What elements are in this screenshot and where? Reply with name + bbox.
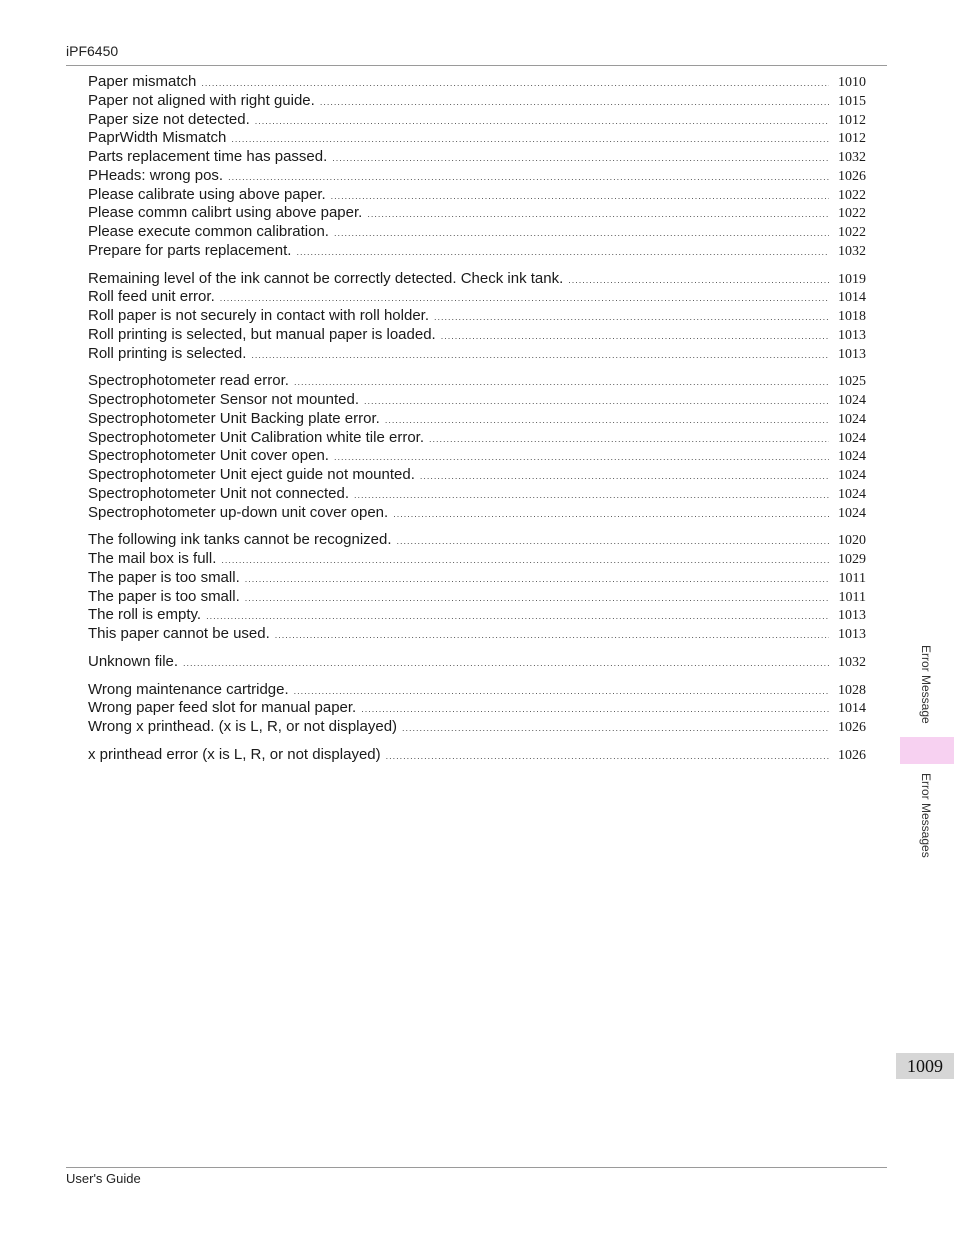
index-entry[interactable] bbox=[88, 531, 866, 550]
index-entry-label[interactable]: Parts replacement time has passed. bbox=[88, 148, 328, 165]
index-entry[interactable] bbox=[88, 718, 866, 737]
index-entry-page-number[interactable]: 1015 bbox=[838, 93, 866, 109]
index-group bbox=[88, 653, 866, 672]
index-entry-label[interactable]: Spectrophotometer Unit Calibration white tile error. bbox=[88, 428, 424, 446]
index-entry[interactable] bbox=[88, 307, 866, 326]
index-entry[interactable] bbox=[88, 186, 866, 205]
dot-leader bbox=[183, 654, 829, 673]
index-entry[interactable] bbox=[88, 148, 866, 167]
dot-leader bbox=[294, 682, 829, 701]
index-entry-page-number[interactable]: 1011 bbox=[838, 589, 866, 605]
index-entry[interactable] bbox=[88, 223, 866, 242]
index-entry-page-number[interactable]: 1029 bbox=[838, 552, 866, 567]
index-entry-label[interactable]: Roll feed unit error. bbox=[88, 288, 215, 306]
index-entry[interactable] bbox=[88, 410, 866, 429]
index-entry-label[interactable]: The following ink tanks cannot be recognized. bbox=[88, 531, 392, 549]
index-entry[interactable] bbox=[88, 111, 866, 130]
dot-leader bbox=[294, 373, 829, 392]
index-entry-label[interactable]: Spectrophotometer Unit not connected. bbox=[88, 484, 349, 502]
dot-leader bbox=[367, 205, 829, 224]
index-entry-page-number[interactable]: 1026 bbox=[838, 168, 866, 184]
dot-leader bbox=[354, 486, 829, 505]
dot-leader bbox=[251, 346, 829, 365]
sidebar-section-title: Error Messages bbox=[919, 773, 933, 858]
dot-leader bbox=[441, 327, 829, 346]
index-group bbox=[88, 73, 866, 261]
index-entry-label[interactable]: Spectrophotometer Unit Backing plate error. bbox=[88, 409, 380, 427]
dot-leader bbox=[393, 505, 829, 524]
index-entry[interactable] bbox=[88, 288, 866, 307]
index-entry[interactable] bbox=[88, 588, 866, 607]
index-entry[interactable] bbox=[88, 345, 866, 364]
index-entry[interactable] bbox=[88, 429, 866, 448]
index-entry-label[interactable]: Unknown file. bbox=[88, 652, 179, 670]
dot-leader bbox=[221, 551, 829, 570]
index-entry-label[interactable]: Wrong paper feed slot for manual paper. bbox=[88, 699, 357, 717]
dot-leader bbox=[245, 570, 829, 589]
dot-leader bbox=[402, 719, 829, 738]
index-entry-label[interactable]: This paper cannot be used. bbox=[88, 625, 270, 642]
index-entry-page-number[interactable]: 1014 bbox=[838, 290, 866, 306]
index-entry-page-number[interactable]: 1014 bbox=[838, 701, 866, 717]
index-entry-label[interactable]: Remaining level of the ink cannot be correctly detected. Check ink tank. bbox=[88, 269, 564, 287]
index-entry[interactable] bbox=[88, 550, 866, 569]
index-entry[interactable] bbox=[88, 242, 866, 261]
index-entry-page-number[interactable]: 1013 bbox=[838, 346, 866, 362]
dot-leader bbox=[201, 74, 829, 93]
index-entry-label[interactable]: The paper is too small. bbox=[88, 568, 240, 586]
index-entry[interactable] bbox=[88, 204, 866, 223]
index-entry-page-number[interactable]: 1012 bbox=[838, 131, 866, 147]
footer-divider bbox=[66, 1167, 887, 1168]
index-entry-page-number[interactable]: 1013 bbox=[838, 627, 866, 642]
dot-leader bbox=[231, 130, 829, 149]
index-entry-label[interactable]: The roll is empty. bbox=[88, 606, 202, 624]
index-entry[interactable] bbox=[88, 681, 866, 700]
index-entry-page-number[interactable]: 1024 bbox=[838, 468, 866, 483]
index-entry-label[interactable]: Roll paper is not securely in contact with roll holder. bbox=[88, 307, 430, 324]
header-divider bbox=[66, 65, 887, 66]
index-entry-page-number[interactable]: 1032 bbox=[838, 654, 866, 670]
index-entry[interactable] bbox=[88, 606, 866, 625]
index-group bbox=[88, 681, 866, 737]
index-entry-page-number[interactable]: 1022 bbox=[838, 225, 866, 240]
index-entry[interactable] bbox=[88, 167, 866, 186]
index-group bbox=[88, 372, 866, 522]
index-entry-page-number[interactable]: 1028 bbox=[838, 682, 866, 698]
index-entry-page-number[interactable]: 1024 bbox=[838, 430, 866, 446]
index-entry[interactable] bbox=[88, 372, 866, 391]
index-entry-label[interactable]: Please execute common calibration. bbox=[88, 223, 329, 240]
index-group bbox=[88, 270, 866, 364]
index-entry-label[interactable]: PHeads: wrong pos. bbox=[88, 166, 224, 184]
index-entry[interactable] bbox=[88, 485, 866, 504]
index-entry[interactable] bbox=[88, 569, 866, 588]
dot-leader bbox=[228, 168, 829, 187]
index-entry-label[interactable]: The paper is too small. bbox=[88, 587, 240, 605]
index-entry[interactable] bbox=[88, 270, 866, 289]
index-entry[interactable] bbox=[88, 625, 866, 644]
sidebar-chapter-title: Error Message bbox=[919, 645, 933, 724]
dot-leader bbox=[386, 747, 829, 766]
index-entry-label[interactable]: Prepare for parts replacement. bbox=[88, 241, 292, 259]
index-entry-label[interactable]: Paper not aligned with right guide. bbox=[88, 91, 315, 109]
dot-leader bbox=[255, 112, 829, 131]
dot-leader bbox=[220, 289, 829, 308]
dot-leader bbox=[397, 532, 829, 551]
index-entry[interactable] bbox=[88, 92, 866, 111]
index-entry-page-number[interactable]: 1022 bbox=[838, 206, 866, 222]
index-entry[interactable] bbox=[88, 466, 866, 485]
index-entry-page-number[interactable]: 1010 bbox=[838, 75, 866, 90]
dot-leader bbox=[434, 308, 829, 327]
page-number: 1009 bbox=[896, 1053, 954, 1079]
index-entry-label[interactable]: PaprWidth Mismatch bbox=[88, 129, 227, 147]
dot-leader bbox=[361, 700, 829, 719]
dot-leader bbox=[420, 467, 829, 486]
dot-leader bbox=[320, 93, 829, 112]
index-entry[interactable] bbox=[88, 746, 866, 765]
index-entry-page-number[interactable]: 1012 bbox=[838, 112, 866, 128]
dot-leader bbox=[275, 626, 829, 645]
index-entry-page-number[interactable]: 1020 bbox=[838, 533, 866, 549]
index-entry[interactable] bbox=[88, 447, 866, 466]
index-entry-page-number[interactable]: 1024 bbox=[838, 411, 866, 427]
index-entry-label[interactable]: x printhead error (x is L, R, or not displayed) bbox=[88, 745, 381, 763]
index-entry-page-number[interactable]: 1026 bbox=[838, 720, 866, 735]
index-entry-label[interactable]: Roll printing is selected. bbox=[88, 344, 247, 362]
index-entry-label[interactable]: Paper size not detected. bbox=[88, 110, 250, 128]
dot-leader bbox=[332, 149, 829, 168]
index-group bbox=[88, 531, 866, 644]
index-entry[interactable] bbox=[88, 699, 866, 718]
index-entry-page-number[interactable]: 1013 bbox=[838, 327, 866, 343]
index-entry[interactable] bbox=[88, 653, 866, 672]
index-entry-page-number[interactable]: 1032 bbox=[838, 150, 866, 165]
index-entry-label[interactable]: Spectrophotometer Unit eject guide not mounted. bbox=[88, 466, 415, 483]
index-group bbox=[88, 746, 866, 765]
dot-leader bbox=[429, 430, 829, 449]
index-entry[interactable] bbox=[88, 73, 866, 92]
index-entry-label[interactable]: Roll printing is selected, but manual paper is loaded. bbox=[88, 325, 436, 343]
index-entry-label[interactable]: Please calibrate using above paper. bbox=[88, 185, 326, 203]
dot-leader bbox=[331, 187, 829, 206]
index-entry-label[interactable]: Paper mismatch bbox=[88, 73, 197, 90]
dot-leader bbox=[296, 243, 829, 262]
index-entry-page-number[interactable]: 1026 bbox=[838, 747, 866, 763]
index-entry-page-number[interactable]: 1024 bbox=[838, 505, 866, 521]
index-entry-label[interactable]: The mail box is full. bbox=[88, 550, 217, 567]
header-model-name: iPF6450 bbox=[66, 43, 119, 59]
index-list bbox=[88, 73, 866, 774]
index-entry-page-number[interactable]: 1025 bbox=[838, 374, 866, 390]
index-entry-label[interactable]: Please commn calibrt using above paper. bbox=[88, 204, 363, 222]
index-entry-label[interactable]: Spectrophotometer Unit cover open. bbox=[88, 447, 329, 465]
dot-leader bbox=[334, 224, 829, 243]
index-entry[interactable] bbox=[88, 326, 866, 345]
index-entry-page-number[interactable]: 1018 bbox=[838, 309, 866, 324]
sidebar-section-tab-marker bbox=[900, 737, 954, 764]
index-entry-page-number[interactable]: 1024 bbox=[838, 449, 866, 465]
index-entry-label[interactable]: Spectrophotometer Sensor not mounted. bbox=[88, 391, 359, 408]
index-entry-label[interactable]: Spectrophotometer up-down unit cover open. bbox=[88, 503, 389, 521]
index-entry[interactable] bbox=[88, 129, 866, 148]
index-entry[interactable] bbox=[88, 504, 866, 523]
index-entry-page-number[interactable]: 1032 bbox=[838, 243, 866, 259]
index-entry-page-number[interactable]: 1024 bbox=[838, 486, 866, 502]
index-entry-page-number[interactable]: 1022 bbox=[838, 187, 866, 203]
dot-leader bbox=[245, 589, 829, 608]
footer-guide-title: User's Guide bbox=[66, 1171, 141, 1186]
dot-leader bbox=[206, 607, 829, 626]
index-entry-page-number[interactable]: 1011 bbox=[838, 570, 866, 586]
dot-leader bbox=[385, 411, 829, 430]
index-entry-page-number[interactable]: 1013 bbox=[838, 608, 866, 624]
dot-leader bbox=[364, 392, 829, 411]
index-entry[interactable] bbox=[88, 391, 866, 410]
dot-leader bbox=[568, 271, 829, 290]
index-entry-label[interactable]: Wrong x printhead. (x is L, R, or not displayed) bbox=[88, 718, 398, 735]
dot-leader bbox=[334, 448, 829, 467]
index-entry-label[interactable]: Wrong maintenance cartridge. bbox=[88, 680, 289, 698]
index-entry-label[interactable]: Spectrophotometer read error. bbox=[88, 372, 289, 390]
index-entry-page-number[interactable]: 1019 bbox=[838, 271, 866, 287]
index-entry-page-number[interactable]: 1024 bbox=[838, 393, 866, 408]
